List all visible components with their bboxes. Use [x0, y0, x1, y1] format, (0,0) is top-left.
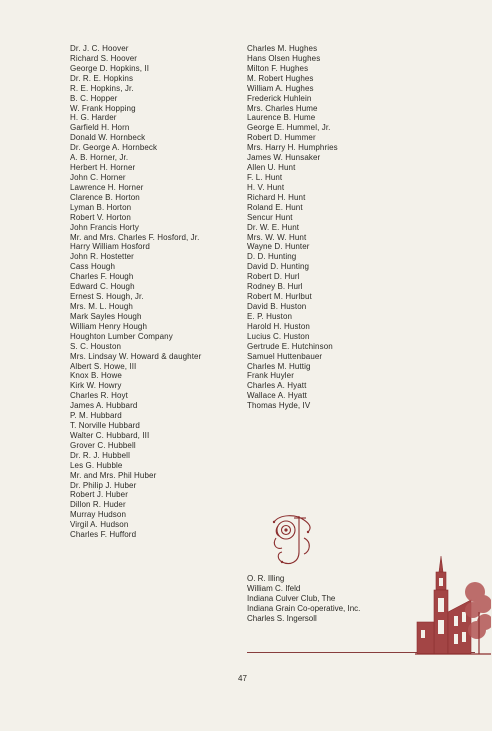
list-item: P. M. Hubbard	[70, 411, 122, 421]
list-item: Roland E. Hunt	[247, 202, 303, 212]
list-item: John R. Hostetter	[70, 252, 134, 262]
list-item: Mrs. Harry H. Humphries	[247, 143, 338, 153]
list-item: Wayne D. Hunter	[247, 242, 310, 252]
list-item: William C. Ifeld	[247, 583, 301, 593]
list-item: R. E. Hopkins, Jr.	[70, 83, 134, 93]
list-item: W. Frank Hopping	[70, 103, 136, 113]
list-item: Albert S. Howe, III	[70, 361, 137, 371]
list-item: Ernest S. Hough, Jr.	[70, 292, 144, 302]
list-item: F. L. Hunt	[247, 172, 283, 182]
list-item: Harold H. Huston	[247, 321, 310, 331]
list-item: Mrs. M. L. Hough	[70, 301, 133, 311]
list-item: Edward C. Hough	[70, 282, 135, 292]
list-item: Robert D. Hummer	[247, 133, 316, 143]
list-item: O. R. Illing	[247, 574, 285, 583]
list-item: Kirk W. Howry	[70, 381, 122, 391]
page-number: 47	[238, 674, 247, 683]
list-item: Indiana Culver Club, The	[247, 593, 336, 603]
list-item: Samuel Huttenbauer	[247, 351, 323, 361]
list-item: H. V. Hunt	[247, 182, 285, 192]
list-item: Dr. J. C. Hoover	[70, 44, 129, 53]
list-item: Dr. R. J. Hubbell	[70, 450, 130, 460]
list-item: Cass Hough	[70, 262, 116, 272]
list-item: Richard S. Hoover	[70, 53, 138, 63]
list-item: Harry William Hosford	[70, 242, 150, 252]
list-item: John C. Horner	[70, 172, 126, 182]
list-item: Hans Olsen Hughes	[247, 53, 321, 63]
list-item: Indiana Grain Co-operative, Inc.	[247, 603, 361, 613]
list-item: Laurence B. Hume	[247, 113, 316, 123]
list-item: William Henry Hough	[70, 321, 148, 331]
list-item: A. B. Horner, Jr.	[70, 153, 129, 163]
list-item: James A. Hubbard	[70, 401, 138, 411]
list-item: Charles M. Hughes	[247, 44, 318, 53]
church-illustration	[415, 552, 491, 656]
list-item: Grover C. Hubbell	[70, 440, 136, 450]
list-item: S. C. Houston	[70, 341, 122, 351]
list-item: T. Norville Hubbard	[70, 421, 140, 431]
list-item: Charles A. Hyatt	[247, 381, 307, 391]
list-item: H. G. Harder	[70, 113, 117, 123]
list-item: Robert V. Horton	[70, 212, 131, 222]
list-item: Lyman B. Horton	[70, 202, 132, 212]
list-item: Virgil A. Hudson	[70, 520, 129, 530]
list-item: Mr. and Mrs. Charles F. Hosford, Jr.	[70, 232, 200, 242]
list-item: John Francis Horty	[70, 222, 139, 232]
list-item: Herbert H. Horner	[70, 163, 136, 173]
list-item: M. Robert Hughes	[247, 73, 314, 83]
list-item: Mrs. Charles Hume	[247, 103, 318, 113]
list-item: Knox B. Howe	[70, 371, 122, 381]
list-item: Garfield H. Horn	[70, 123, 130, 133]
list-item: Clarence B. Horton	[70, 192, 140, 202]
list-item: Richard H. Hunt	[247, 192, 306, 202]
list-item: Thomas Hyde, IV	[247, 401, 311, 411]
list-item: Mrs. Lindsay W. Howard & daughter	[70, 351, 202, 361]
list-item: George E. Hummel, Jr.	[247, 123, 331, 133]
list-item: Mark Sayles Hough	[70, 311, 142, 321]
list-item: David B. Huston	[247, 301, 307, 311]
list-item: Charles S. Ingersoll	[247, 613, 317, 623]
list-item: Frank Huyler	[247, 371, 294, 381]
list-item: Charles R. Hoyt	[70, 391, 128, 401]
list-item: E. P. Huston	[247, 311, 293, 321]
right-name-column	[247, 44, 338, 411]
list-item: George D. Hopkins, II	[70, 63, 150, 73]
left-name-column	[70, 44, 201, 540]
list-item: Dr. George A. Hornbeck	[70, 143, 158, 153]
list-item: Dr. W. E. Hunt	[247, 222, 300, 232]
list-item: B. C. Hopper	[70, 93, 118, 103]
list-item: Murray Hudson	[70, 510, 126, 520]
list-item: Les G. Hubble	[70, 460, 123, 470]
list-item: Mr. and Mrs. Phil Huber	[70, 470, 157, 480]
list-item: Charles F. Hough	[70, 272, 134, 282]
list-item: Dr. Philip J. Huber	[70, 480, 137, 490]
ornamental-initial	[266, 508, 318, 572]
list-item: Donald W. Hornbeck	[70, 133, 146, 143]
list-item: Lucius C. Huston	[247, 331, 310, 341]
list-item: William A. Hughes	[247, 83, 314, 93]
list-item: Rodney B. Hurl	[247, 282, 303, 292]
list-item: Frederick Huhlein	[247, 93, 312, 103]
list-item: Robert J. Huber	[70, 490, 128, 500]
list-item: Mrs. W. W. Hunt	[247, 232, 307, 242]
list-item: Houghton Lumber Company	[70, 331, 173, 341]
list-item: Walter C. Hubbard, III	[70, 430, 150, 440]
list-item: Lawrence H. Horner	[70, 182, 144, 192]
list-item: Gertrude E. Hutchinson	[247, 341, 333, 351]
list-item: Dillon R. Huder	[70, 500, 126, 510]
list-item: James W. Hunsaker	[247, 153, 321, 163]
list-item: David D. Hunting	[247, 262, 310, 272]
list-item: D. D. Hunting	[247, 252, 297, 262]
list-item: Robert D. Hurl	[247, 272, 300, 282]
list-item: Dr. R. E. Hopkins	[70, 73, 134, 83]
list-item: Sencur Hunt	[247, 212, 293, 222]
list-item: Wallace A. Hyatt	[247, 391, 307, 401]
list-item: Charles F. Hufford	[70, 530, 137, 540]
list-item: Robert M. Hurlbut	[247, 292, 312, 302]
list-item: Milton F. Hughes	[247, 63, 309, 73]
i-section-list	[247, 574, 360, 624]
list-item: Allen U. Hunt	[247, 163, 296, 173]
list-item: Charles M. Huttig	[247, 361, 311, 371]
